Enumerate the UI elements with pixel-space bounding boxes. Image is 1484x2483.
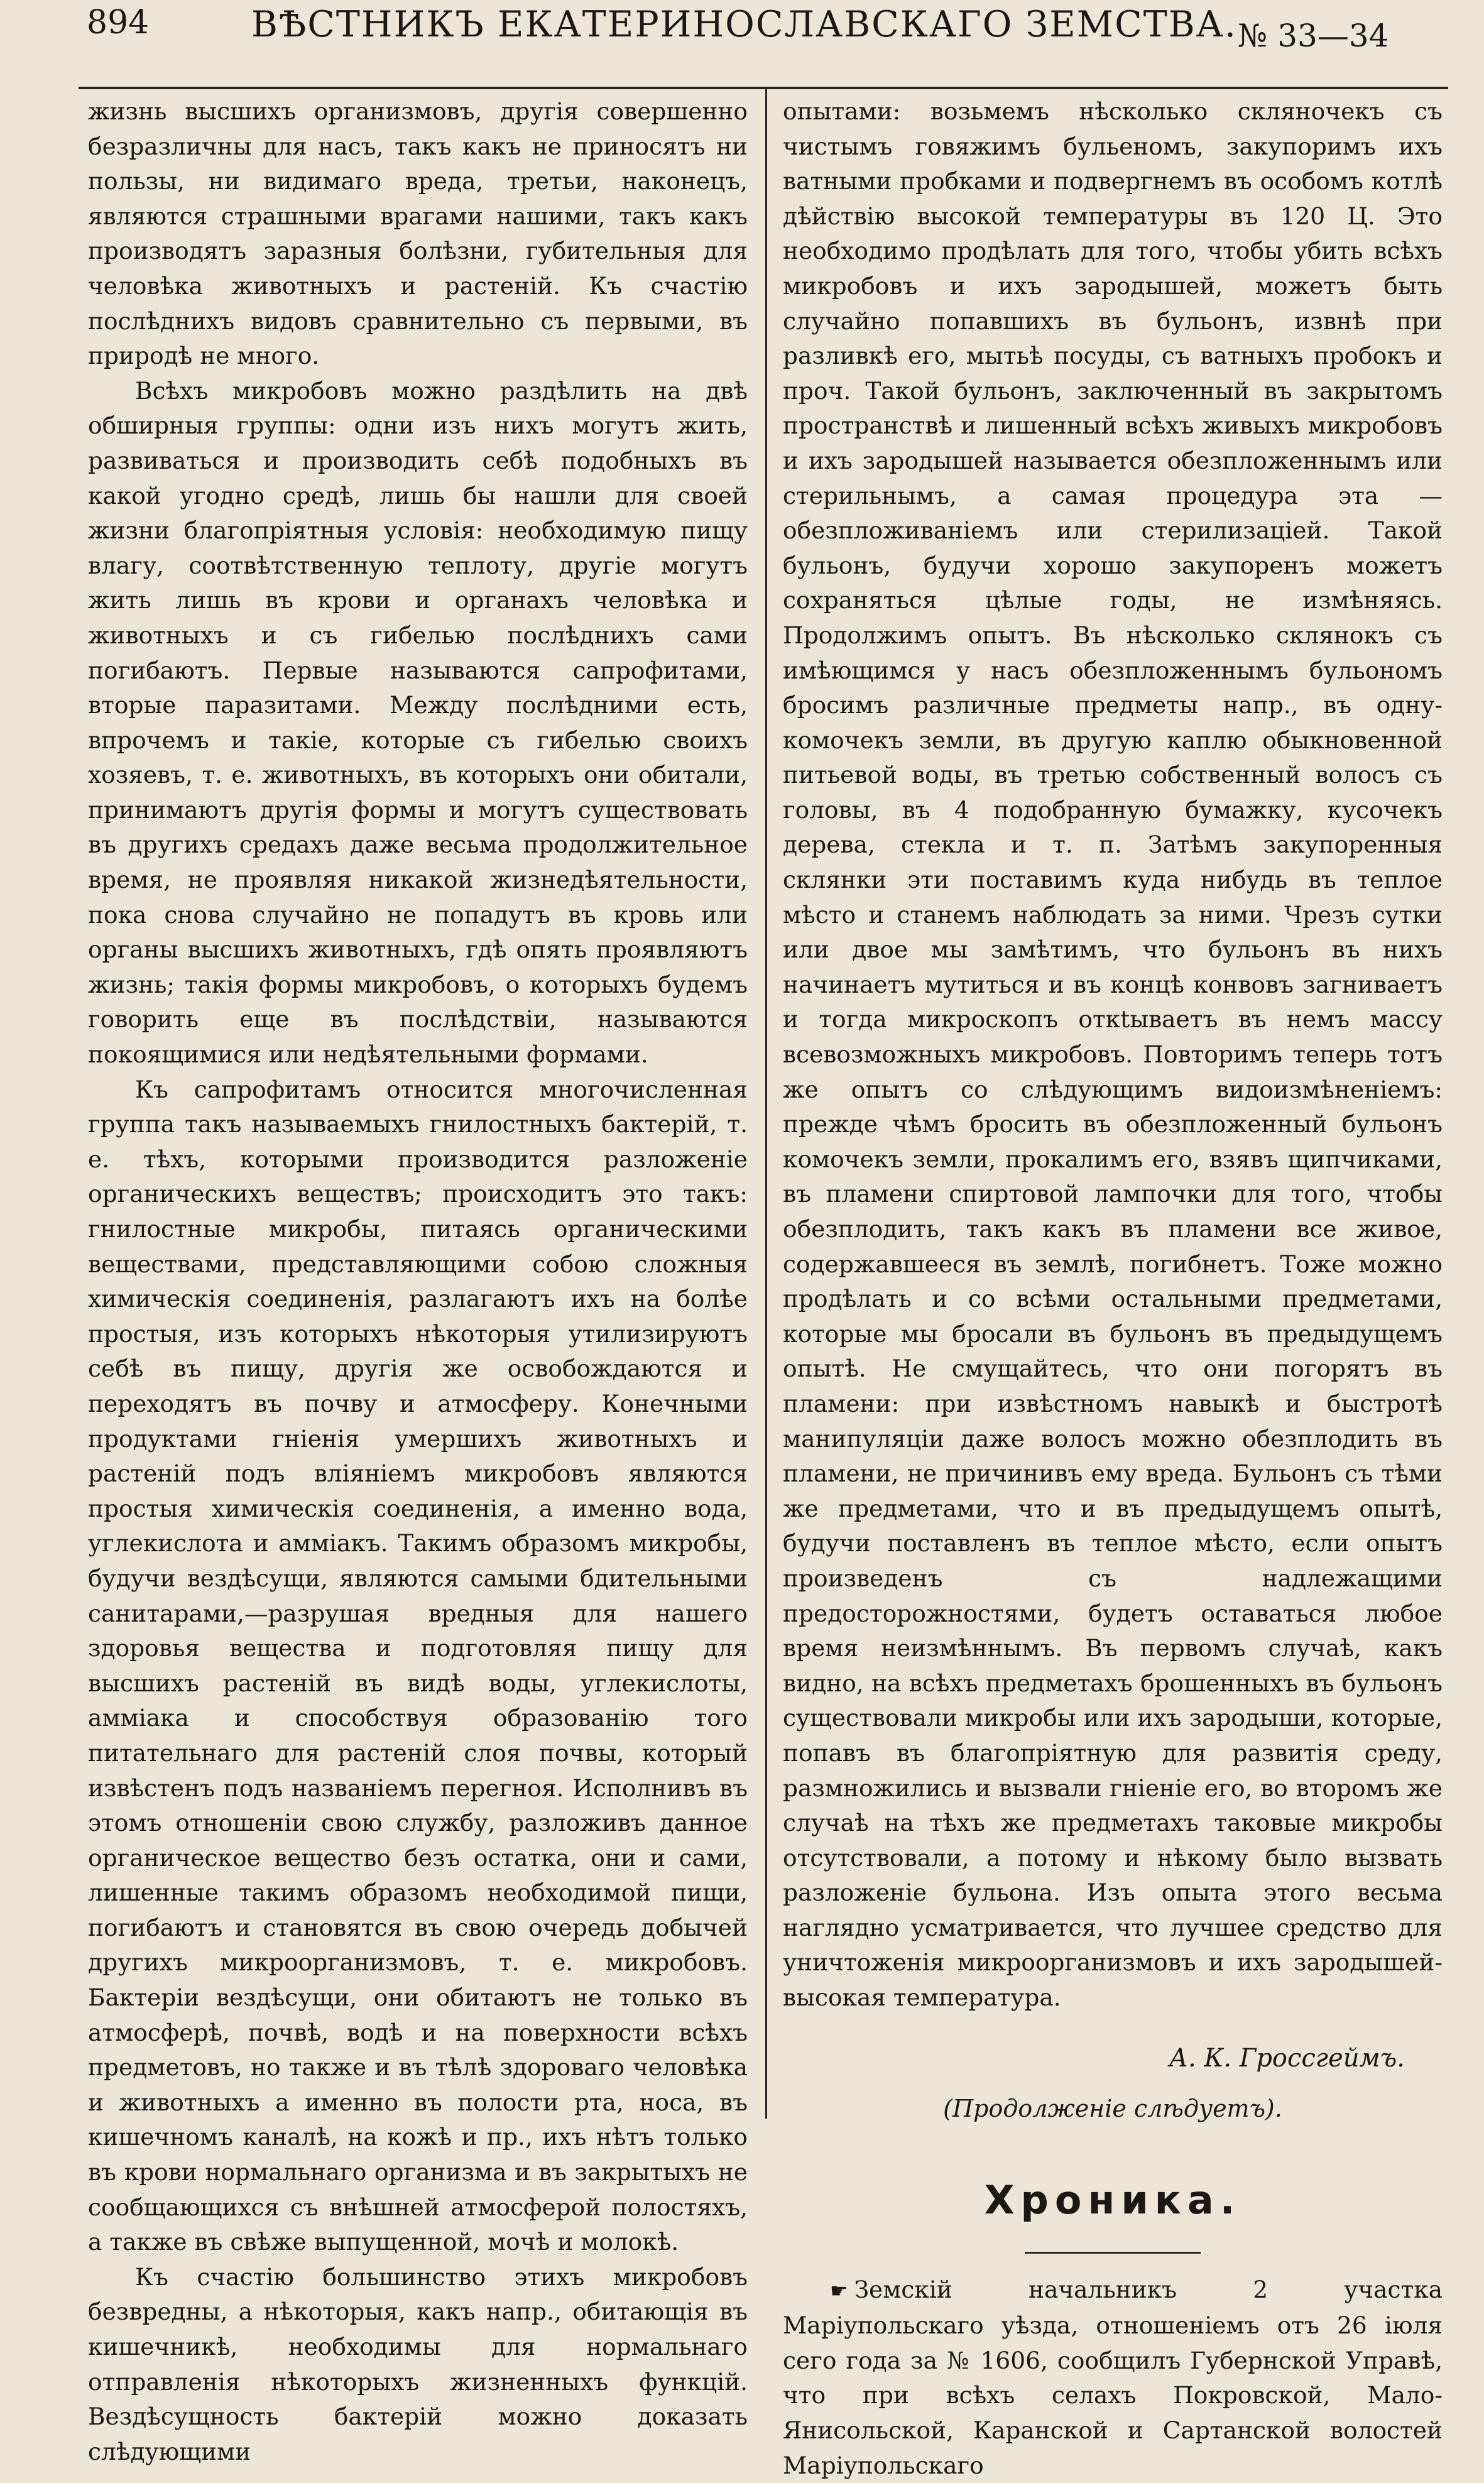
header-rule	[79, 87, 1448, 89]
pointing-hand-icon: ☛	[830, 2278, 848, 2303]
article-paragraph: Всѣхъ микробовъ можно раздѣлить на двѣ обширныя группы: одни изъ нихъ могутъ жить, развиваться и производить себѣ подобныхъ въ какой угодно средѣ, лишь бы нашли для своей жизни благопріятныя условія: необходимую пищу влагу, соотвѣтственную теплоту, другіе могутъ жить лишь въ крови и органахъ человѣка и животныхъ и съ гибелью послѣднихъ сами погибаютъ. Первые называются сапрофитами, вторые паразитами. Между послѣдними есть, впрочемъ и такіе, которые съ гибелью своихъ хозяевъ, т. е. животныхъ, въ которыхъ они обитали, принимаютъ другія формы и могутъ существовать въ другихъ средахъ даже весьма продолжительное время, не проявляя никакой жизнедѣятельности, пока снова случайно не попадутъ въ кровь или органы высшихъ животныхъ, гдѣ опять проявляютъ жизнь; такія формы микробовъ, о которыхъ будемъ говорить еще въ послѣдствіи, называются покоящимися или недѣятельными формами.	[88, 376, 748, 1069]
article-paragraph: опытами: возьмемъ нѣсколько скляночекъ съ чистымъ говяжимъ бульеномъ, закупоримъ ихъ ватными пробками и подвергнемъ въ особомъ котлѣ дѣйствію высокой температуры въ 120 Ц. Это необходимо продѣлать для того, чтобы убить всѣхъ микробовъ и ихъ зародышей, можетъ быть случайно попавшихъ въ бульонъ, извнѣ при разливкѣ его, мытьѣ посуды, съ ватныхъ пробокъ и проч. Такой бульонъ, заключенный въ закрытомъ пространствѣ и лишенный всѣхъ живыхъ микробовъ и ихъ зародышей называется обезпложеннымъ или стерильнымъ, а самая процедура эта —обезпложиваніемъ или стерилизацiей. Такой бульонъ, будучи хорошо закупоренъ можетъ сохраняться цѣлые годы, не измѣняясь. Продолжимъ опытъ. Въ нѣсколько склянокъ съ имѣющимся у насъ обезпложеннымъ бульономъ бросимъ различные предметы напр., въ одну-комочекъ земли, въ другую каплю обыкновенной питьевой воды, въ третью собственный волосъ съ головы, въ 4 подобранную бумажку, кусочекъ дерева, стекла и т. п. Затѣмъ закупоренныя склянки эти поставимъ куда нибудь въ теплое мѣсто и станемъ наблюдать за ними. Чрезъ сутки или двое мы замѣтимъ, что бульонъ въ нихъ начинаетъ мутиться и въ концѣ конвовъ загниваетъ и тогда микроскопъ откtываетъ въ немъ массу всевозможныхъ микробовъ. Повторимъ теперь тотъ же опытъ со слѣдующимъ видоизмѣненіемъ: прежде чѣмъ бросить въ обезпложенный бульонъ комочекъ земли, прокалимъ его, взявъ щипчиками, въ пламени спиртовой лампочки для того, чтобы обезплодить, такъ какъ въ пламени все живое, содержавшееся въ землѣ, погибнетъ. Тоже можно продѣлать и со всѣми остальными предметами, которые мы бросали въ бульонъ въ предыдущемъ опытѣ. Не смущайтесь, что они погорятъ въ пламени: при извѣстномъ навыкѣ и быстротѣ манипуляціи даже волосъ можно обезплодить въ пламени, не причинивъ ему вреда. Бульонъ съ тѣми же предметами, что и въ предыдущемъ опытѣ, будучи поставленъ въ теплое мѣсто, если опытъ произведенъ съ надлежащими предосторожностями, будетъ оставаться любое время неизмѣннымъ. Въ первомъ случаѣ, какъ видно, на всѣхъ предметахъ брошенныхъ въ бульонъ существовали микробы или ихъ зародыши, которые, попавъ въ благопріятную для развитія среду, размножились и вызвали гніеніе его, во второмъ же случаѣ на тѣхъ же предметахъ таковые микробы отсутствовали, а потому и нѣкому было вызвать разложеніе бульона. Изъ опыта этого весьма наглядно усматривается, что лучшее средство для уничтоженія микроорганизмовъ и ихъ зародышей-высокая температура.	[783, 97, 1443, 2012]
chronicle-entry	[783, 2273, 1443, 2483]
article-author: А. К. Гроссгеймъ.	[1169, 2043, 1405, 2073]
page-header	[0, 0, 1484, 88]
article-paragraph: Къ сапрофитамъ относится многочисленная группа такъ называемыхъ гнилостныхъ бактерій, т. е. тѣхъ, которыми производится разложеніе органическихъ веществъ; происходитъ это такъ: гнилостные микробы, питаясь органическими веществами, представляющими собою сложныя химическія соединенія, разлагаютъ ихъ на болѣе простыя, изъ которыхъ нѣкоторыя утилизируютъ себѣ въ пищу, другія же освобождаются и переходятъ въ почву и атмосферу. Конечными продуктами гніенія умершихъ животныхъ и растеній подъ вліяніемъ микробовъ являются простыя химическія соединенія, а именно вода, углекислота и аммiакъ. Такимъ образомъ микробы, будучи вездѣсущи, являются самыми бдительными санитарами,—разрушая вредныя для нашего здоровья вещества и подготовляя пищу для высшихъ растеній въ видѣ воды, углекислоты, аммiака и способствуя образованію того питательнаго для растеній слоя почвы, который извѣстенъ подъ названіемъ перегноя. Исполнивъ въ этомъ отношеніи свою службу, разложивъ данное органическое вещество безъ остатка, они и сами, лишенные такимъ образомъ необходимой пищи, погибаютъ и становятся въ свою очередь добычей другихъ микроорганизмовъ, т. е. микробовъ. Бактеріи вездѣсущи, они обитаютъ не только въ атмосферѣ, почвѣ, водѣ и на поверхности всѣхъ предметовъ, но также и въ тѣлѣ здороваго человѣка и животныхъ а именно въ полости рта, носа, въ кишечномъ каналѣ, на кожѣ и пр., ихъ нѣтъ только въ крови нормальнаго организма и въ закрытыхъ не сообщающихся съ внѣшней атмосферой полостяхъ, а также въ свѣже выпущенной, мочѣ и молокѣ.	[88, 1075, 748, 2256]
section-rule	[1025, 2252, 1201, 2254]
continued-note: (Продолженіе слѣдуетъ).	[943, 2094, 1282, 2122]
left-column	[88, 94, 748, 2465]
section-title: Хроника.	[984, 2176, 1241, 2223]
page-number: 894	[87, 4, 150, 41]
chronicle-text: Земскій начальникъ 2 участка Маріупольскаго уѣзда, отношеніемъ отъ 26 іюля сего года за № 1606, сообщилъ Губернской Управѣ, что при всѣхъ селахъ Покровской, Мало-Янисольской, Каранской и Сартанской волостей Маріупольскаго	[783, 2275, 1443, 2479]
article-paragraph: жизнь высшихъ организмовъ, другія совершенно безразличны для насъ, такъ какъ не приносятъ ни пользы, ни видимаго вреда, третьи, наконецъ, являются страшными врагами нашими, такъ какъ производятъ заразныя болѣзни, губительныя для человѣка животныхъ и растеній. Къ счастію послѣднихъ видовъ сравнительно съ первыми, въ природѣ не много.	[88, 97, 748, 370]
column-divider	[765, 89, 767, 2119]
journal-title: ВѢСТНИКЪ ЕКАТЕРИНОСЛАВСКАГО ЗЕМСТВА.	[251, 4, 1237, 45]
right-column	[783, 94, 1443, 2479]
article-paragraph: Къ счастію большинство этихъ микробовъ безвредны, а нѣкоторыя, какъ напр., обитающія въ кишечникѣ, необходимы для нормальнаго отправленія нѣкоторыхъ жизненныхъ функцій. Вездѣсущность бактерій можно доказать слѣдующими	[88, 2262, 748, 2465]
issue-number: № 33—34	[1238, 18, 1389, 54]
